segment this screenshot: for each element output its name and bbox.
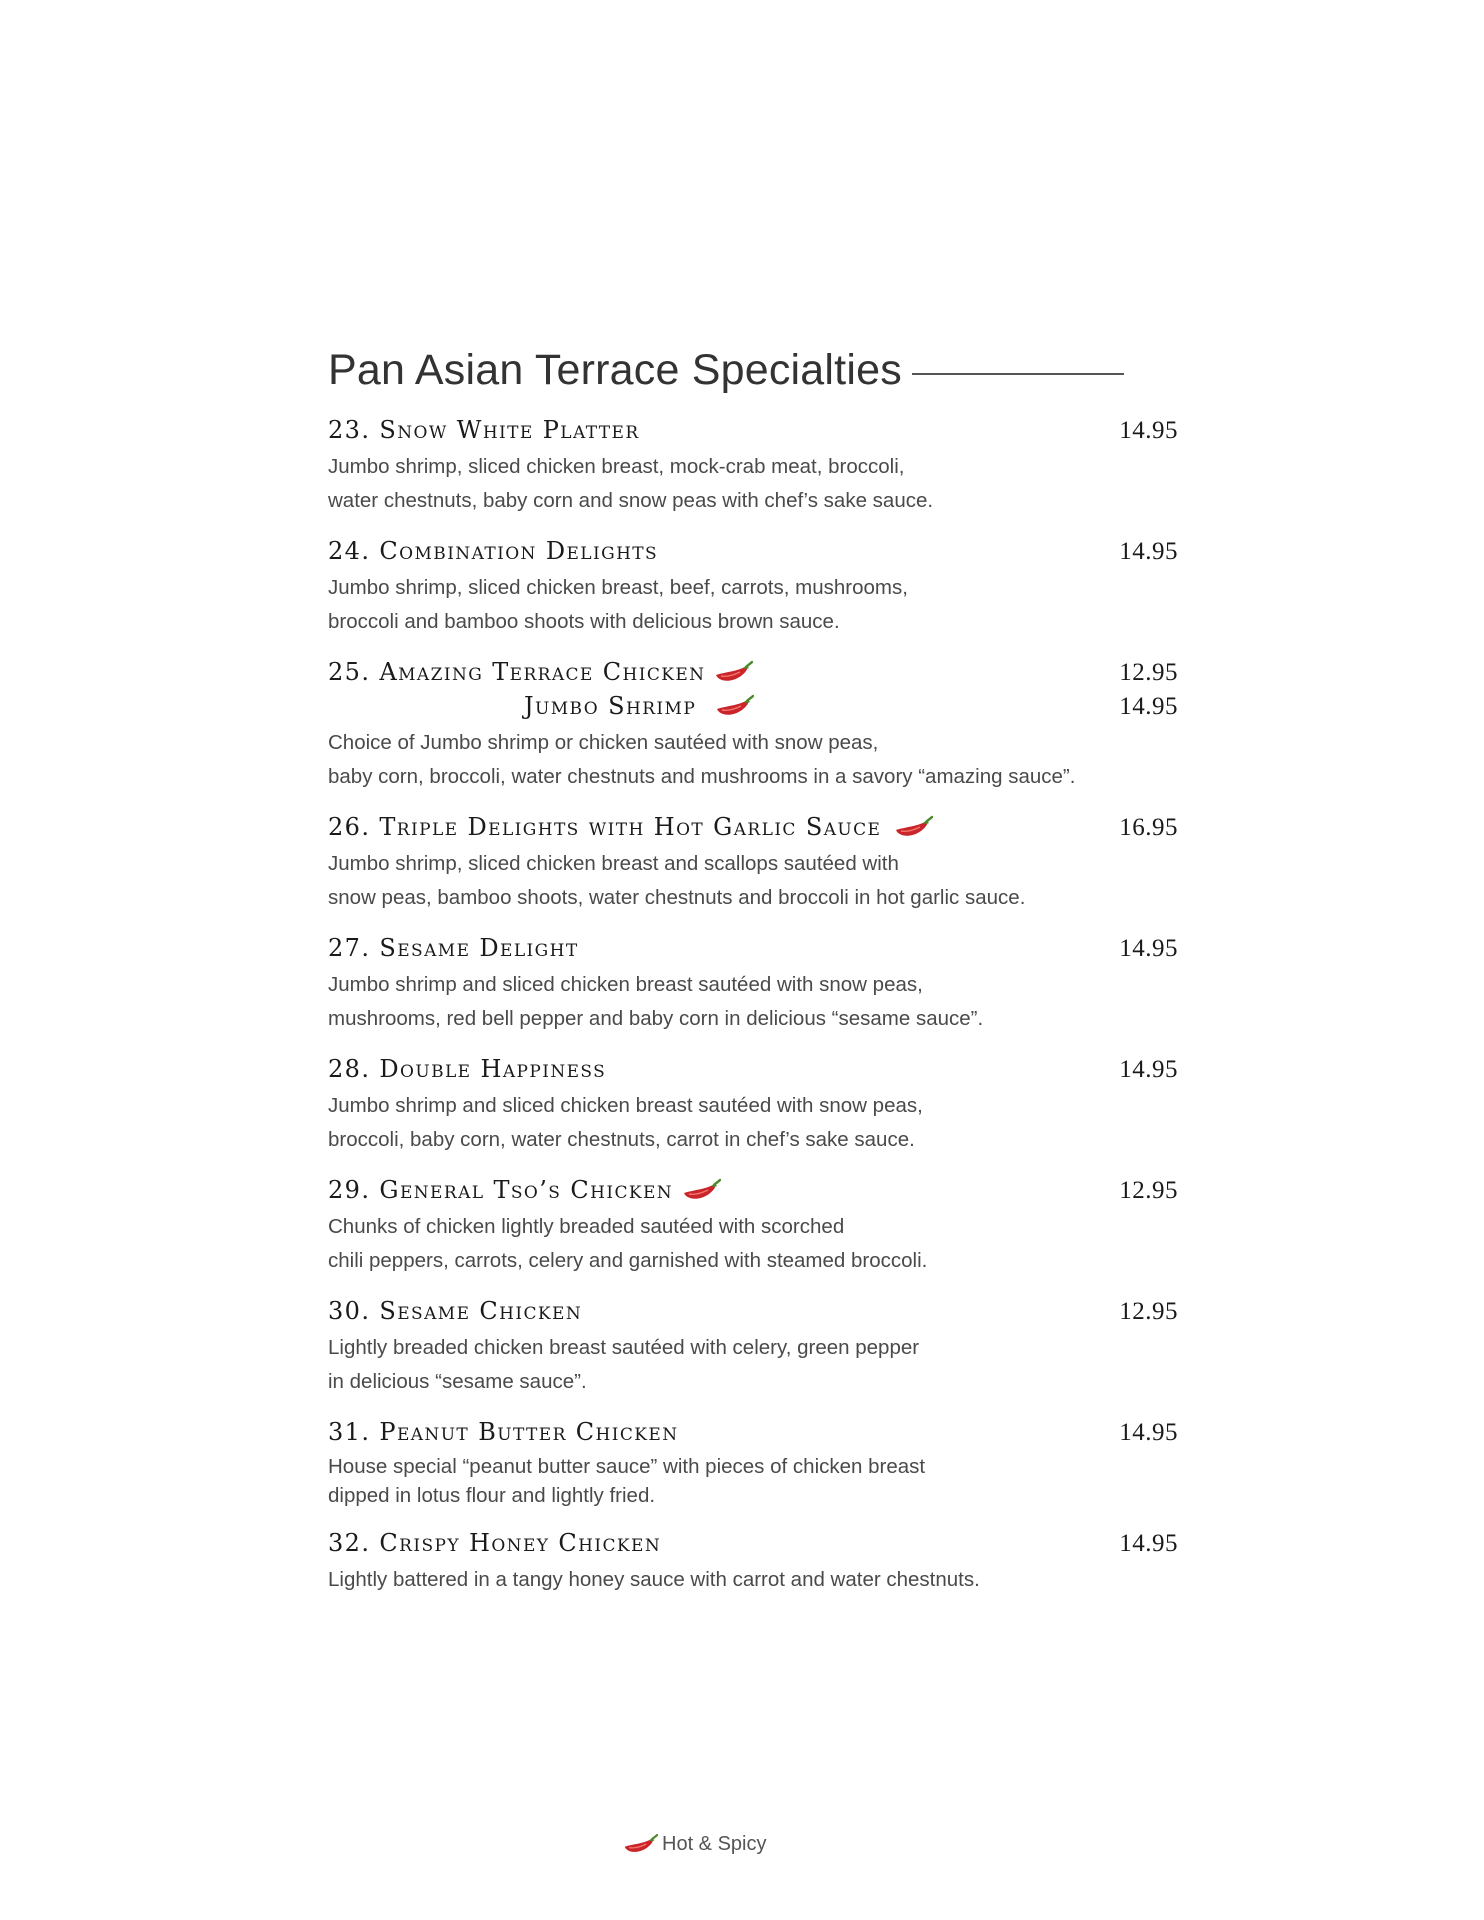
menu-item-32 [328, 1529, 1178, 1597]
item-description: broccoli and bamboo shoots with delicious brown sauce. [328, 610, 840, 633]
item-description: mushrooms, red bell pepper and baby corn in delicious “sesame sauce”. [328, 1007, 984, 1030]
chili-pepper-icon [681, 1178, 721, 1202]
menu-item-27 [328, 934, 1178, 1036]
item-description: Lightly battered in a tangy honey sauce with carrot and water chestnuts. [328, 1568, 980, 1591]
item-description: dipped in lotus flour and lightly fried. [328, 1484, 656, 1507]
item-name-wrap [328, 1176, 1108, 1204]
item-price: 16.95 [1119, 814, 1178, 841]
item-price: 14.95 [1119, 1530, 1178, 1557]
item-name: 30. Sesame Chicken [328, 1297, 583, 1325]
item-name: 32. Crispy Honey Chicken [328, 1529, 662, 1557]
item-description: Chunks of chicken lightly breaded sautéed with scorched [328, 1215, 845, 1238]
item-name: 26. Triple Delights with Hot Garlic Sauce [328, 813, 882, 841]
item-sub-name-wrap [328, 692, 1108, 720]
item-description: Jumbo shrimp, sliced chicken breast and scallops sautéed with [328, 852, 899, 875]
menu-item-30 [328, 1297, 1178, 1399]
item-name-wrap [328, 813, 1108, 841]
item-sub-name: Jumbo Shrimp [524, 692, 697, 720]
item-price: 14.95 [1119, 1056, 1178, 1083]
title-rule [912, 373, 1124, 375]
item-description: Jumbo shrimp, sliced chicken breast, mock-crab meat, broccoli, [328, 455, 905, 478]
item-description: water chestnuts, baby corn and snow peas with chef’s sake sauce. [328, 489, 934, 512]
item-name: 31. Peanut Butter Chicken [328, 1418, 679, 1446]
menu-item-31 [328, 1418, 1178, 1510]
item-description: Jumbo shrimp and sliced chicken breast sautéed with snow peas, [328, 973, 923, 996]
item-description: Lightly breaded chicken breast sautéed with celery, green pepper [328, 1336, 920, 1359]
item-description: snow peas, bamboo shoots, water chestnuts and broccoli in hot garlic sauce. [328, 886, 1026, 909]
menu-item-26 [328, 813, 1178, 915]
menu-item-23 [328, 416, 1178, 518]
item-price: 14.95 [1119, 538, 1178, 565]
chili-pepper-icon [893, 815, 933, 839]
item-description: Jumbo shrimp, sliced chicken breast, beef, carrots, mushrooms, [328, 576, 908, 599]
item-description: Choice of Jumbo shrimp or chicken sautéed with snow peas, [328, 731, 879, 754]
section-title: Pan Asian Terrace Specialties [328, 345, 902, 394]
item-sub-price: 14.95 [1119, 693, 1178, 720]
item-description: Jumbo shrimp and sliced chicken breast sautéed with snow peas, [328, 1094, 923, 1117]
item-price: 12.95 [1119, 1298, 1178, 1325]
item-price: 12.95 [1119, 1177, 1178, 1204]
item-name: 25. Amazing Terrace Chicken [328, 658, 706, 686]
item-price: 12.95 [1119, 659, 1178, 686]
item-name: 23. Snow White Platter [328, 416, 640, 444]
item-price: 14.95 [1119, 417, 1178, 444]
menu-item-25 [328, 658, 1178, 794]
item-name: 24. Combination Delights [328, 537, 659, 565]
item-description: broccoli, baby corn, water chestnuts, carrot in chef’s sake sauce. [328, 1128, 915, 1151]
item-price: 14.95 [1119, 1419, 1178, 1446]
menu-item-29 [328, 1176, 1178, 1278]
menu-item-24 [328, 537, 1178, 639]
menu-item-28 [328, 1055, 1178, 1157]
section-header [328, 340, 1178, 400]
legend-label: Hot & Spicy [662, 1832, 767, 1855]
chili-pepper-icon [622, 1832, 658, 1856]
item-name: 27. Sesame Delight [328, 934, 579, 962]
menu-page [328, 340, 1178, 1616]
item-description: House special “peanut butter sauce” with pieces of chicken breast [328, 1455, 926, 1478]
chili-pepper-icon [714, 694, 754, 718]
item-description: in delicious “sesame sauce”. [328, 1370, 587, 1393]
item-description: chili peppers, carrots, celery and garnished with steamed broccoli. [328, 1249, 928, 1272]
chili-pepper-icon [713, 660, 753, 684]
item-name: 28. Double Happiness [328, 1055, 607, 1083]
spicy-legend [622, 1832, 766, 1856]
item-name: 29. General Tso’s Chicken [328, 1176, 674, 1204]
item-price: 14.95 [1119, 935, 1178, 962]
item-name-wrap [328, 658, 1108, 686]
item-description: baby corn, broccoli, water chestnuts and mushrooms in a savory “amazing sauce”. [328, 765, 1076, 788]
